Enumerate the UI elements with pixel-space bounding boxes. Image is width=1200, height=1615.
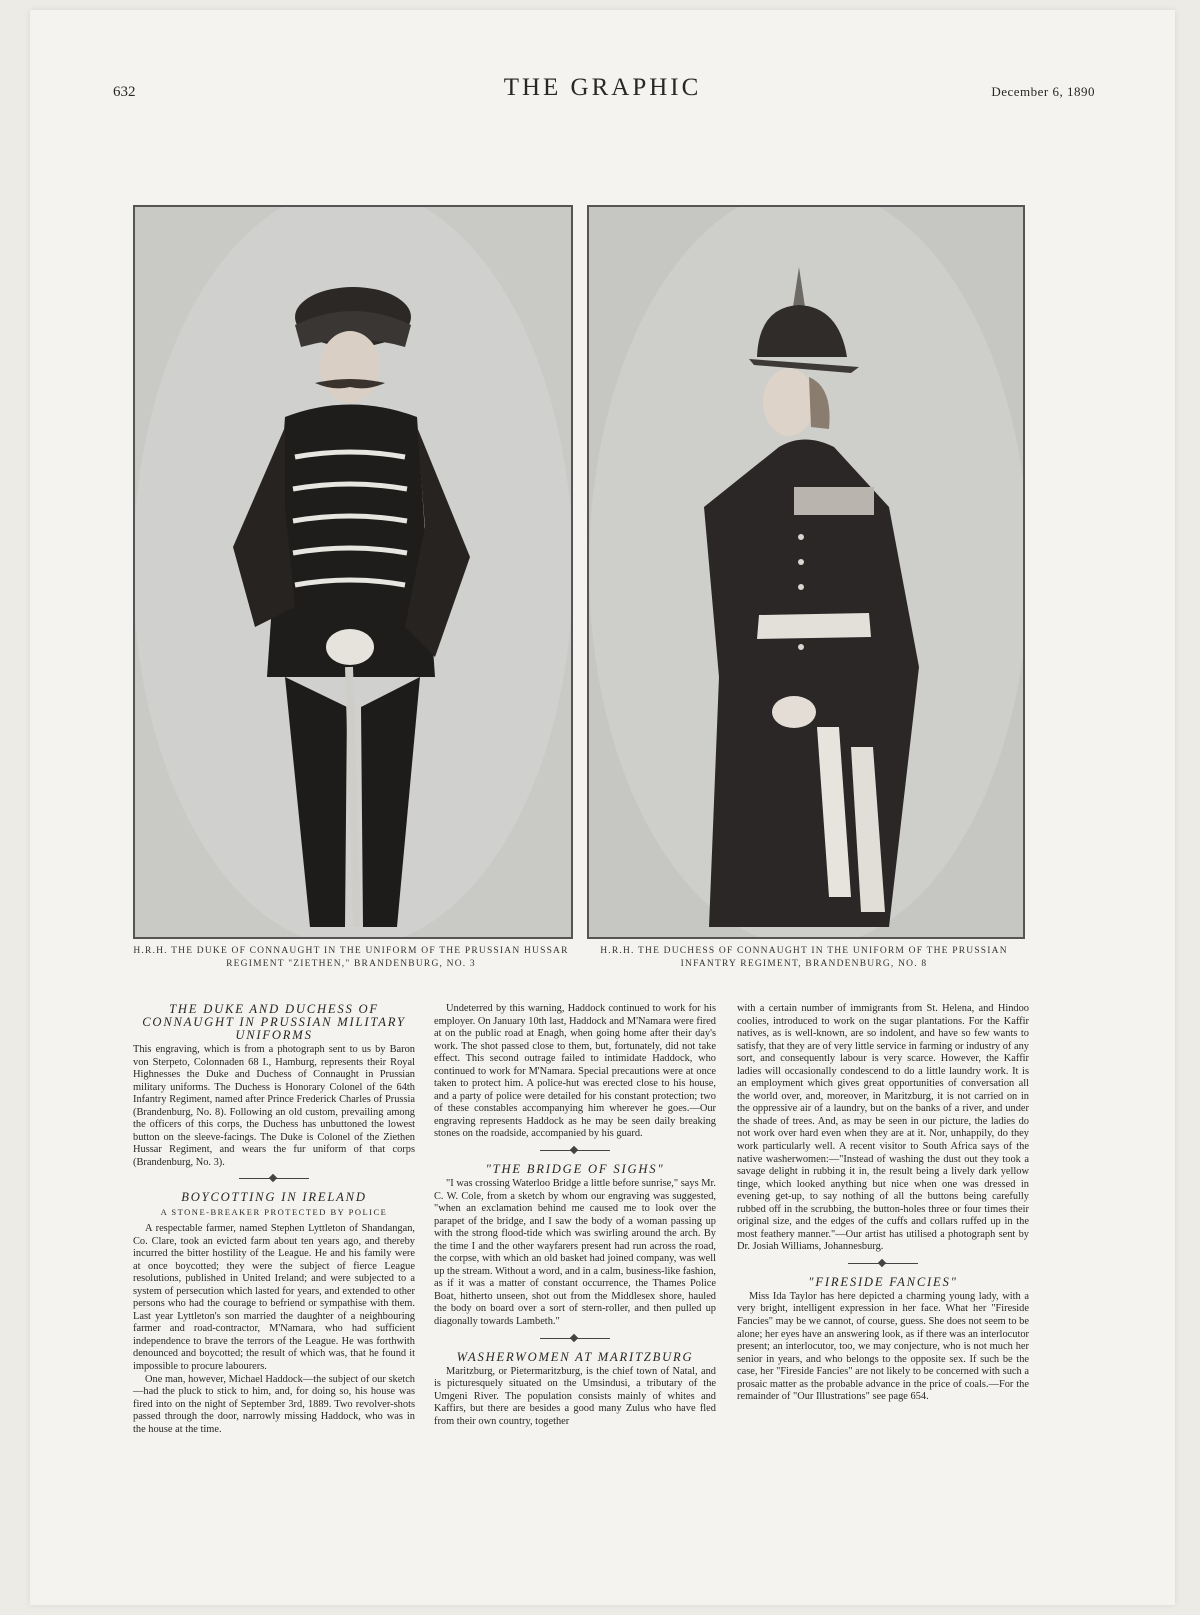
text-column-1 [133,1003,415,1436]
duke-figure-illustration [135,207,571,937]
section-divider [848,1263,918,1264]
article-title-boycotting: BOYCOTTING IN IRELAND [181,1190,367,1205]
section-divider [239,1178,309,1179]
duchess-figure-illustration [589,207,1023,937]
masthead: THE GRAPHIC [503,74,702,101]
article-title-washerwomen: WASHERWOMEN AT MARITZBURG [456,1349,694,1364]
article-paragraph: with a certain number of immigrants from St. Helena, and Hindoo coolies, introduced to work on the sugar plantations. For the Kaffir natives, as is well-known, are so indolent, and have so few wants to satisfy, that they are of very little service in farming or industry of any sort, and consequently labour is very scarce. However, the Kaffir ladies will occasionally condescend to do a little laundry work. It is an employment which gives great opportunities of conversation all the world over, and, moreover, in Maritzburg, it is not carried on in the oppressive air of a laundry, but on the banks of a river, and under the shade of trees. And, as may be seen in our picture, the ladies do not work over hard even when they are at it. Nor, unhappily, do they work particularly well. A recent visitor to South Africa says of the native washerwomen:—"Instead of washing the dust out they took a savage delight in rubbing it in, the result being a lively dark yellow tinge, which looked anything but nice when one was dressed in evening get-up, to say nothing of all the buttons being carefully rubbed off in the scrubbing, the button-holes three or four times their original size, and the edges of the cuffs and collars ruffed up in the most feathery manner."—Our artist has utilised a photograph sent by Dr. Josiah Williams, Johannesburg. [737,1003,1029,1253]
article-title-bridge: "THE BRIDGE OF SIGHS" [485,1162,665,1177]
article-paragraph: Undeterred by this warning, Haddock continued to work for his employer. On January 10th last, Haddock and M'Namara were fired at on the public road at Enagh, when going home after their day's work. The shot passed close to them, but, fortunately, did not take effect. This second outrage failed to intimidate Haddock, who continued to work for M'Namara. Special precautions were at once taken to protect him. A police-hut was erected close to his house, and a party of police were detailed for his constant protection; two of these constables accompanying him wherever he goes.—Our engraving represents Haddock as he may be seen daily breaking stones on the roadside, accompanied by his guard. [434,1003,716,1140]
article-paragraph: A respectable farmer, named Stephen Lyttleton of Shandangan, Co. Clare, took an evicted farm about ten years ago, and thereby incurred the bitter hostility of the League. He and his family were at once boycotted; they were the subject of fierce League resolutions, published in United Ireland; and were subjected to a system of persecution which lasted for years, and extended to other persons who had the courage to befriend or sympathise with them. Last year Lyttleton's son married the daughter of a neighbouring farmer and road-contractor, M'Namara, who had sufficient independence to brave the terrors of the League. He was forthwith denounced and boycotted; the result of which was, that he found it impossible to procure labourers. [133,1223,415,1373]
duke-caption: H.R.H. THE DUKE OF CONNAUGHT IN THE UNIFORM OF THE PRUSSIAN HUSSAR REGIMENT "ZIETHEN," BRANDENBURG, NO. 3 [133,946,569,969]
page-number: 632 [113,84,136,100]
article-title-duke: THE DUKE AND DUCHESS OF CONNAUGHT IN PRUSSIAN MILITARY UNIFORMS [142,1002,406,1042]
duchess-caption: H.R.H. THE DUCHESS OF CONNAUGHT IN THE UNIFORM OF THE PRUSSIAN INFANTRY REGIMENT, BRANDENBURG, NO. 8 [600,946,1008,969]
text-column-3 [737,1003,1029,1404]
article-subtitle-boycotting: A STONE-BREAKER PROTECTED BY POLICE [160,1207,388,1218]
duke-photograph [133,205,573,939]
article-title-fireside: "FIRESIDE FANCIES" [808,1274,958,1289]
section-divider [540,1150,610,1151]
duchess-photograph [587,205,1025,939]
article-body-bridge: "I was crossing Waterloo Bridge a little before sunrise," says Mr. C. W. Cole, from a sketch by whom our engraving was suggested, "when an exclamation behind me caused me to look over the parapet of the bridge, and I saw the body of a woman passing up with the strong flood-tide which was swirling around the arch. By the time I and the other wayfarers present had run across the road, the corpse, with which an old basket had joined company, was well up the stream. Without a word, and in a calm, business-like fashion, as if it was a matter of constant occurrence, the Thames Police Boat, hitherto unseen, shot out from the Middlesex shore, hauled the body on board over a sort of stern-roller, and then pulled up diagonally towards Lambeth." [434,1178,716,1328]
section-divider [540,1338,610,1339]
article-body-fireside: Miss Ida Taylor has here depicted a charming young lady, with a very bright, intelligent expression in her face. What her "Fireside Fancies" may be we cannot, of course, guess. She does not seem to be alone; her eyes have an answering look, as if there was an interlocutor present; an interlocutor, too, we may conjecture, who is not much her senior in years, and who belongs to the opposite sex. If such be the case, her "Fireside Fancies" are not likely to be concerned with such a prosaic matter as the probable advance in the price of coals.—For the remainder of "Our Illustrations" see page 654. [737,1290,1029,1403]
article-paragraph: Maritzburg, or Pietermaritzburg, is the chief town of Natal, and is picturesquely situated on the Umsindusi, a tributary of the Umgeni River. The population consists mainly of whites and Kaffirs, but there are besides a good many Zulus who have fled from their own country, together [434,1365,716,1427]
article-body-duke: This engraving, which is from a photograph sent to us by Baron von Sterpeto, Colonnaden 68 I., Hamburg, represents their Royal Highnesses the Duke and Duchess of Connaught in Prussian military uniforms. The Duchess is Honorary Colonel of the 64th Infantry Regiment, named after Prince Frederick Charles of Prussia (Brandenburg, No. 8). Following an old custom, prevailing among the officers of this corps, the Duchess has unbuttoned the lowest button on the sleeve-facings. The Duke is Colonel of the Ziethen Hussar Regiment, and wears the fur uniform of that corps (Brandenburg, No. 3). [133,1044,415,1168]
newspaper-page [30,10,1175,1605]
article-paragraph: One man, however, Michael Haddock—the subject of our sketch—had the pluck to stick to him, and, for doing so, his house was fired into on the night of September 3rd, 1889. Two revolver-shots passed through the door, narrowly missing Haddock, who was in the house at the time. [133,1373,415,1435]
text-column-2 [434,1003,716,1428]
issue-date: December 6, 1890 [991,84,1095,99]
page-header [30,74,1175,114]
